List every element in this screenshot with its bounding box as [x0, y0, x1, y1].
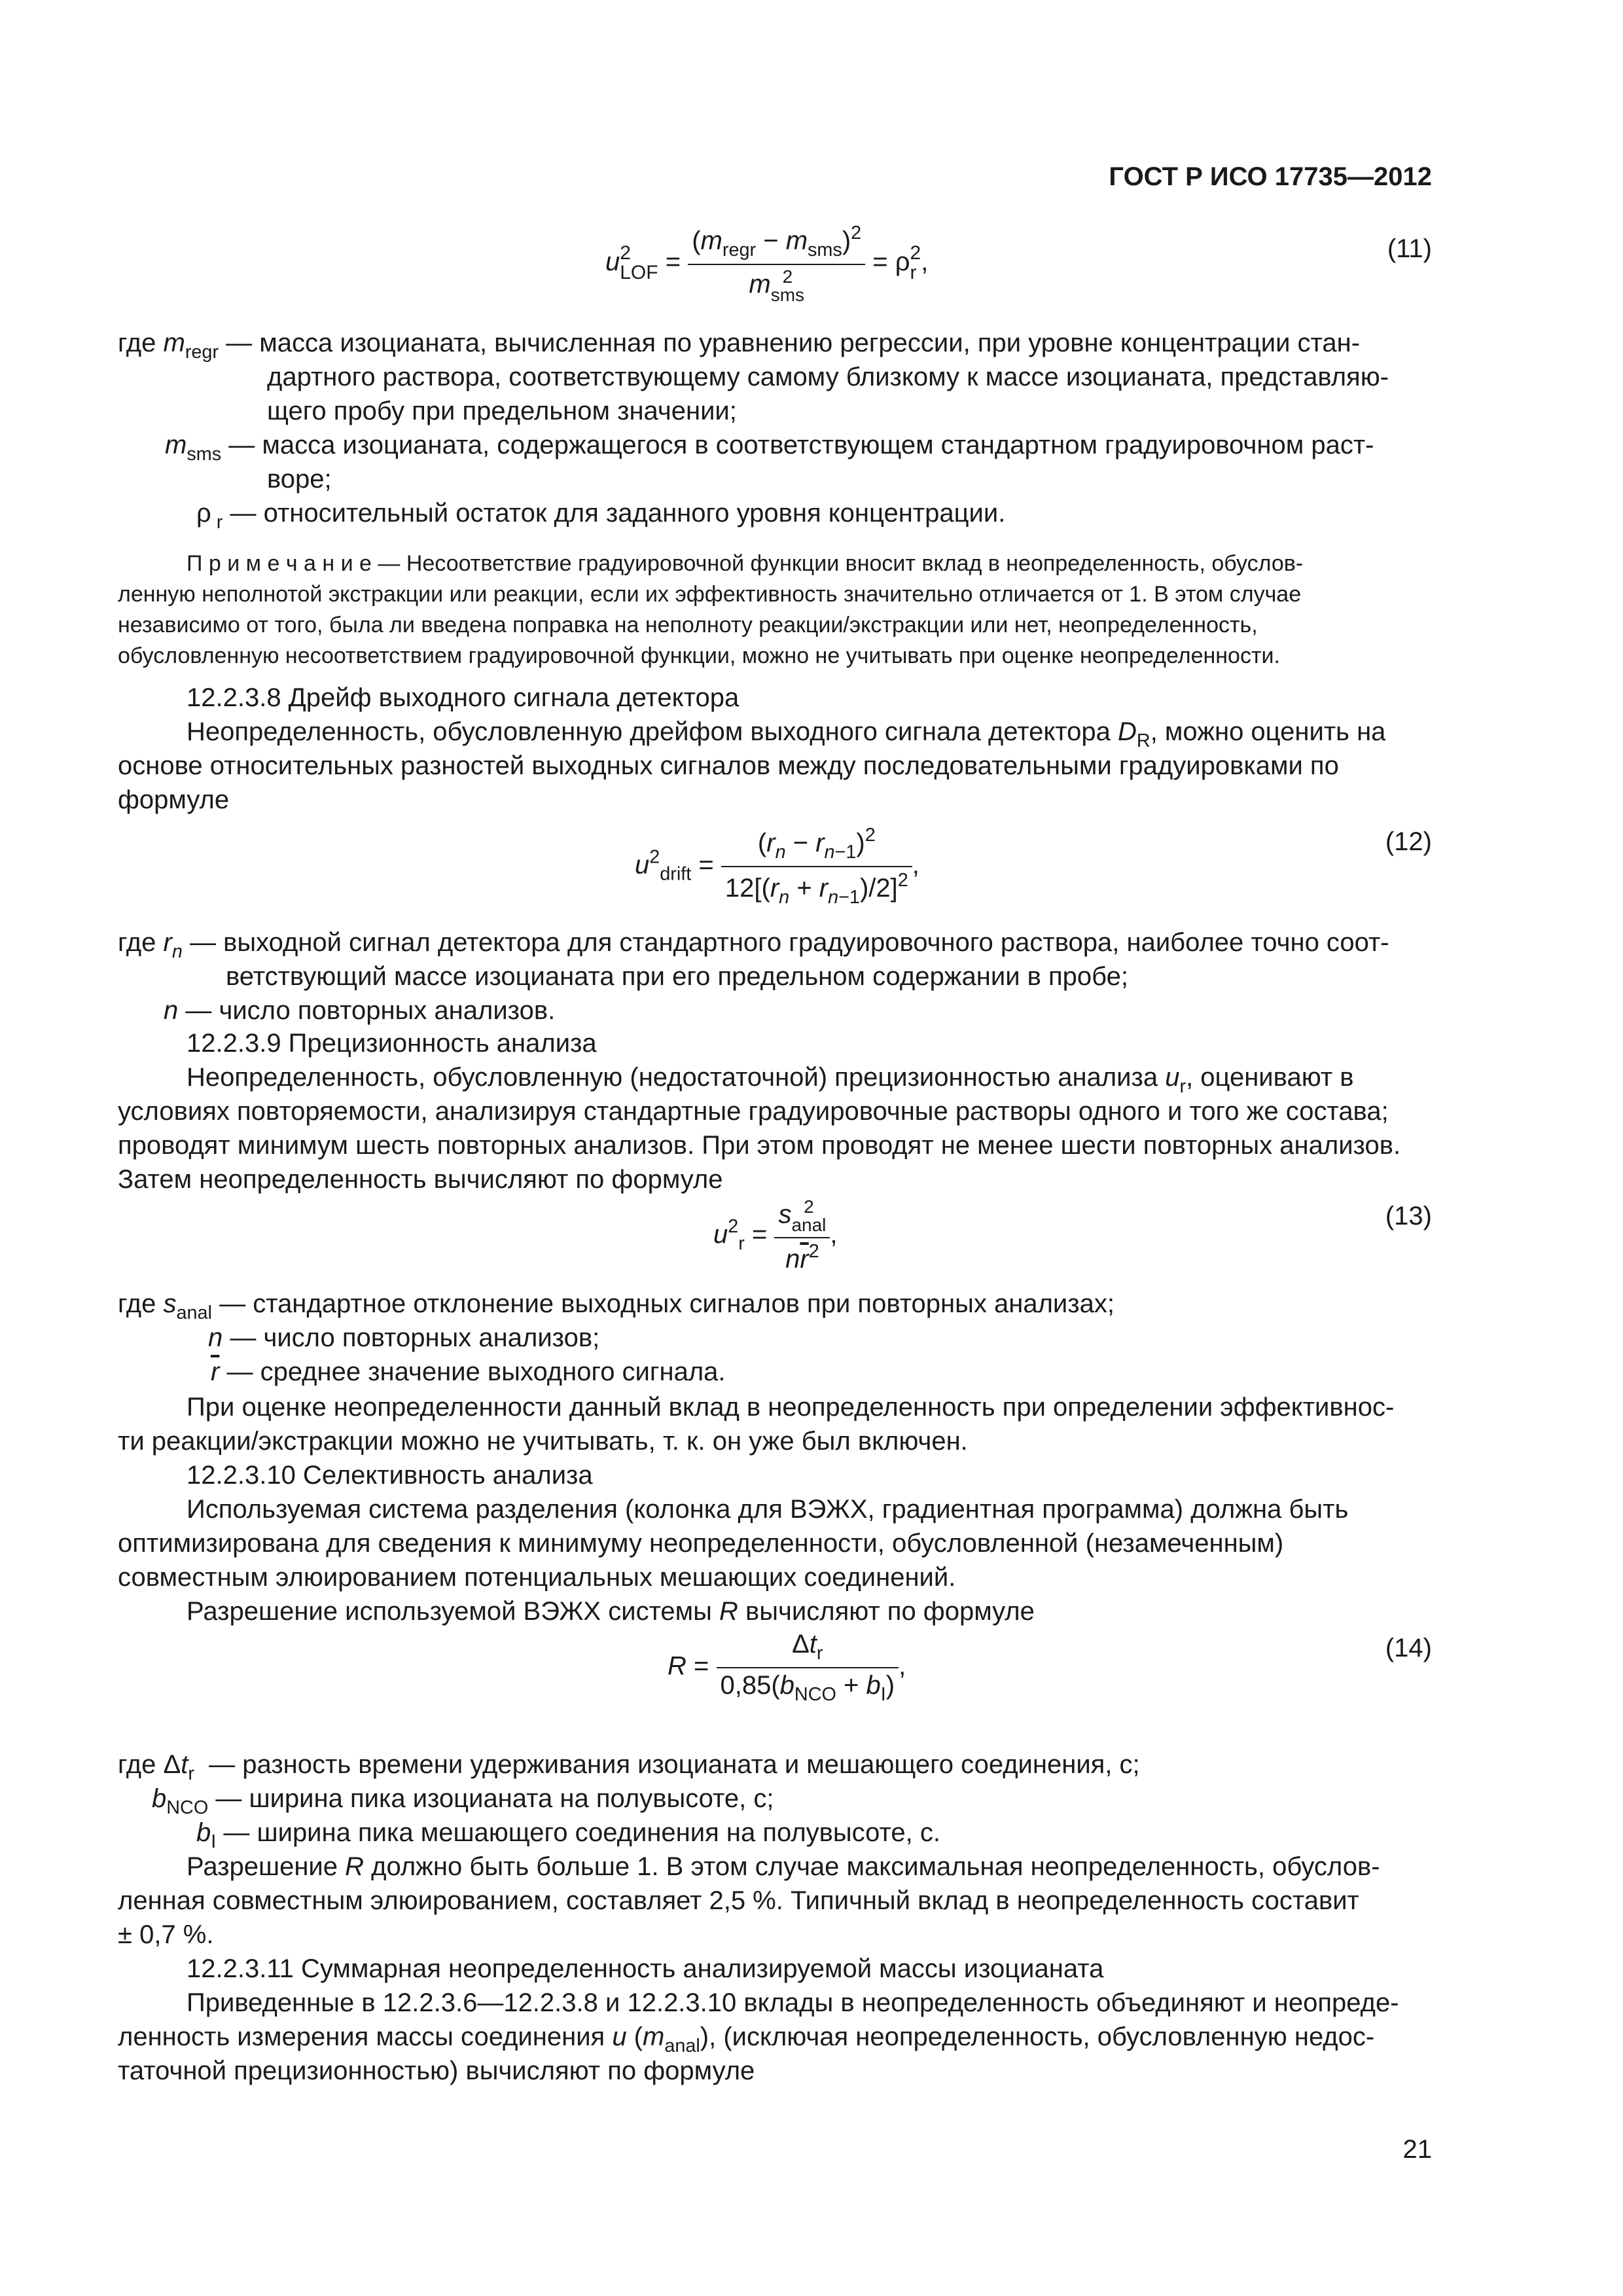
definition-r-bar: $\overline{r}$ — среднее значение выходного сигнала. [211, 1357, 726, 1386]
heading-12-2-3-8: 12.2.3.8 Дрейф выходного сигнала детектора [187, 683, 740, 712]
note-line-2: ленную неполнотой экстракции или реакции, если их эффективность значительно отличается от 1. В этом случае [118, 582, 1302, 607]
page-number: 21 [1402, 2135, 1432, 2164]
para-12-2-3-10-line-3: совместным элюированием потенциальных мешающих соединений. [118, 1563, 956, 1592]
definition-m-regr-cont-1: дартного раствора, соответствующему самому близкому к массе изоцианата, представляю- [267, 363, 1389, 391]
para-after-14-line-3: ± 0,7 %. [118, 1920, 214, 1949]
para-12-2-3-8-line-1: Неопределенность, обусловленную дрейфом выходного сигнала детектора $D_R$, можно оценить на [187, 717, 1386, 752]
definition-n-2: n — число повторных анализов; [208, 1323, 600, 1352]
para-12-2-3-10-line-1: Используемая система разделения (колонка для ВЭЖХ, градиентная программа) должна быть [187, 1495, 1349, 1524]
definition-b-i: $b_I$ — ширина пика мешающего соединения на полувысоте, с. [196, 1818, 940, 1853]
para-12-2-3-9-line-2: условиях повторяемости, анализируя стандартные градуировочные растворы одного и того же состава; [118, 1097, 1389, 1126]
note-line-1: П р и м е ч а н и е — Несоответствие градуировочной функции вносит вклад в неопределенность, обуслов- [187, 551, 1304, 576]
heading-12-2-3-9: 12.2.3.9 Прецизионность анализа [187, 1029, 597, 1058]
para-12-2-3-11-line-1: Приведенные в 12.2.3.6—12.2.3.8 и 12.2.3.10 вклады в неопределенность объединяют и неопреде- [187, 1988, 1399, 2017]
equation-number-12: (12) [1385, 827, 1432, 856]
para-after-14-line-2: ленная совместным элюированием, составляет 2,5 %. Типичный вклад в неопределенность составит [118, 1886, 1359, 1915]
equation-11: u 2 LOF = $(m_{regr} - m_{sms})^2$ m 2 sms = ρ 2 r , [605, 223, 929, 305]
para-12-2-3-8-line-3: формуле [118, 785, 230, 814]
para-after-13-line-2: ти реакции/экстракции можно не учитывать, т. к. он уже был включен. [118, 1427, 968, 1456]
definition-m-regr-cont-2: щего пробу при предельном значении; [267, 397, 737, 425]
definition-r-n: где $r_n$ — выходной сигнал детектора для стандартного градуировочного раствора, наиболее точно соот- [118, 928, 1389, 963]
equation-number-11: (11) [1387, 234, 1432, 263]
note-line-4: обусловленную несоответствием градуировочной функции, можно не учитывать при оценке неопределенности. [118, 643, 1280, 668]
para-12-2-3-9-line-3: проводят минимум шесть повторных анализов. При этом проводят не менее шести повторных анализов. [118, 1131, 1401, 1160]
equation-number-13: (13) [1385, 1202, 1432, 1230]
equation-13: $u^2_r$ = s 2 anal $n\overline{r}^2$ , [713, 1196, 838, 1274]
definition-m-sms-cont: воре; [267, 465, 332, 493]
note-line-3: независимо от того, была ли введена поправка на неполноту реакции/экстракции или нет, неопределенность, [118, 613, 1258, 637]
definition-b-nco: $b_{NCO}$ — ширина пика изоцианата на полувысоте, с; [152, 1784, 774, 1819]
definition-rho-r: ρ $_r$ — относительный остаток для заданного уровня концентрации. [196, 499, 1006, 533]
para-12-2-3-11-line-3: таточной прецизионностью) вычисляют по формуле [118, 2056, 755, 2085]
definition-n: n — число повторных анализов. [164, 996, 556, 1025]
definition-m-sms: $m_{sms}$ — масса изоцианата, содержащегося в соответствующем стандартном градуировочном раст- [165, 431, 1374, 465]
para-12-2-3-11-line-2: ленность измерения массы соединения u $(m_{anal})$, (исключая неопределенность, обусловленную недос- [118, 2022, 1375, 2057]
equation-14: R = $\frac{\Delta t_r}{0,85(b_{NCO} + b_I)}$ , [668, 1630, 906, 1706]
para-12-2-3-10-line-2: оптимизирована для сведения к минимуму неопределенности, обусловленной (незамеченным) [118, 1529, 1284, 1558]
equation-12: $u^2_{drift}$ = $\frac{(r_n - r_{n-1})^2}{12[(r_n + r_{n-1})/2]^2}$ , [635, 825, 919, 908]
para-12-2-3-8-line-2: основе относительных разностей выходных сигналов между последовательными градуировками по [118, 751, 1339, 780]
definition-m-regr: где $m_{regr}$ — масса изоцианата, вычисленная по уравнению регрессии, при уровне концентрации стан- [118, 329, 1361, 363]
para-12-2-3-10-line-4: Разрешение используемой ВЭЖХ системы R вычисляют по формуле [187, 1597, 1035, 1626]
para-after-14-line-1: Разрешение R должно быть больше 1. В этом случае максимальная неопределенность, обуслов- [187, 1852, 1380, 1881]
heading-12-2-3-10: 12.2.3.10 Селективность анализа [187, 1461, 593, 1490]
heading-12-2-3-11: 12.2.3.11 Суммарная неопределенность анализируемой массы изоцианата [187, 1954, 1104, 1983]
document-header: ГОСТ Р ИСО 17735—2012 [1109, 162, 1432, 191]
equation-number-14: (14) [1385, 1634, 1432, 1662]
definition-s-anal: где $s_{anal}$ — стандартное отклонение выходных сигналов при повторных анализах; [118, 1289, 1115, 1324]
para-after-13-line-1: При оценке неопределенности данный вклад в неопределенность при определении эффективнос- [187, 1393, 1395, 1422]
para-12-2-3-9-line-1: Неопределенность, обусловленную (недостаточной) прецизионностью анализа $u_r$, оценивают в [187, 1063, 1354, 1098]
definition-delta-t-r: где $\Delta t_r$ — разность времени удерживания изоцианата и мешающего соединения, с; [118, 1750, 1140, 1785]
definition-r-n-cont: ветствующий массе изоцианата при его предельном содержании в пробе; [226, 962, 1128, 991]
para-12-2-3-9-line-4: Затем неопределенность вычисляют по формуле [118, 1165, 723, 1194]
